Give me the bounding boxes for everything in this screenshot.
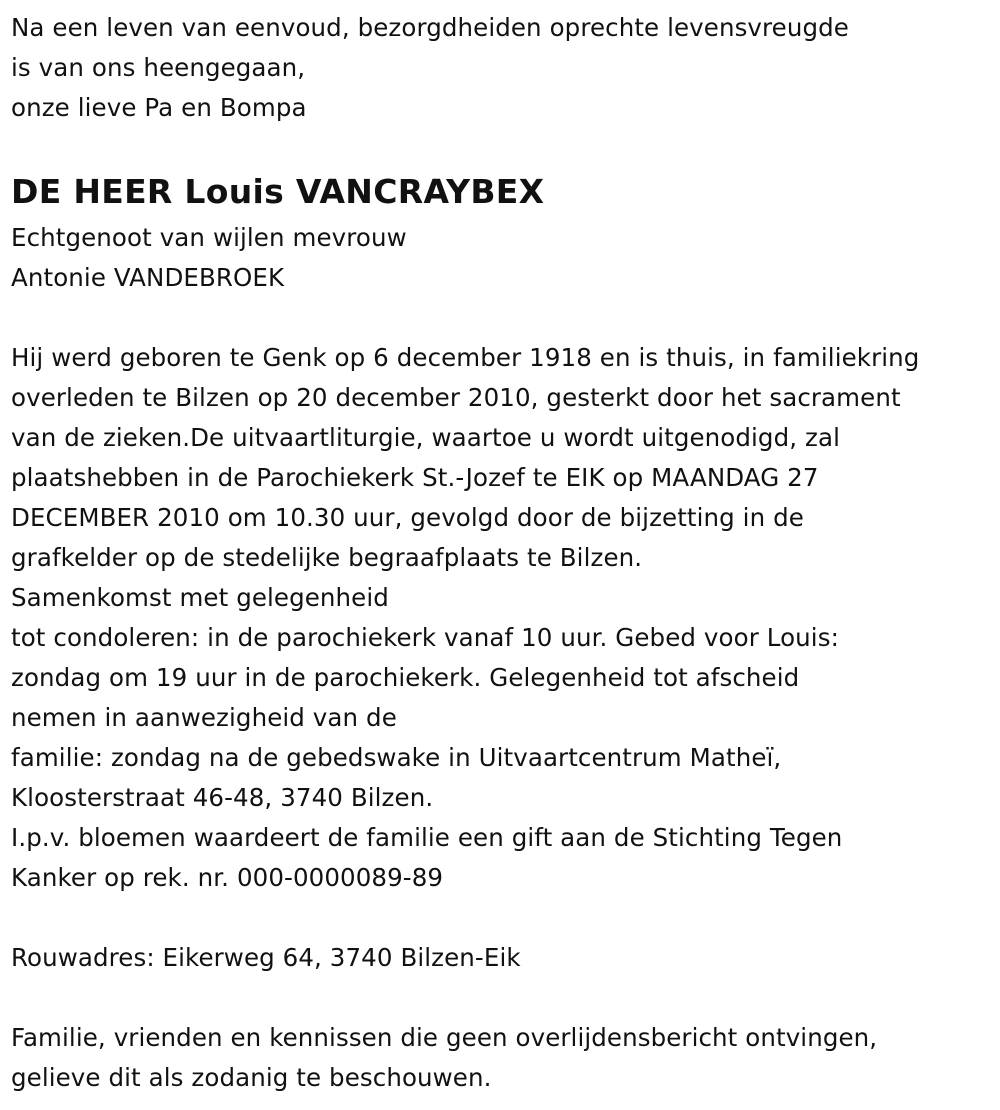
intro-line: Na een leven van eenvoud, bezorgdheiden oprechte levensvreugde xyxy=(11,13,849,42)
body-line: familie: zondag na de gebedswake in Uitvaartcentrum Matheï, xyxy=(11,743,782,772)
spouse-section xyxy=(11,218,1000,298)
intro-section xyxy=(11,8,1000,128)
spacer xyxy=(11,898,1000,938)
intro-line: onze lieve Pa en Bompa xyxy=(11,93,307,122)
mourning-address: Rouwadres: Eikerweg 64, 3740 Bilzen-Eik xyxy=(11,943,521,972)
body-line: overleden te Bilzen op 20 december 2010, gesterkt door het sacrament xyxy=(11,383,901,412)
deceased-name: DE HEER Louis VANCRAYBEX xyxy=(11,172,545,211)
body-line: Samenkomst met gelegenheid xyxy=(11,583,389,612)
closing-section xyxy=(11,1018,1000,1098)
body-section xyxy=(11,338,1000,898)
intro-line: is van ons heengegaan, xyxy=(11,53,306,82)
closing-line: Familie, vrienden en kennissen die geen overlijdensbericht ontvingen, xyxy=(11,1023,878,1052)
spacer xyxy=(11,298,1000,338)
spacer xyxy=(11,978,1000,1018)
body-line: Kanker op rek. nr. 000-0000089-89 xyxy=(11,863,444,892)
closing-line: gelieve dit als zodanig te beschouwen. xyxy=(11,1063,492,1092)
spouse-line: Antonie VANDEBROEK xyxy=(11,263,285,292)
body-line: nemen in aanwezigheid van de xyxy=(11,703,397,732)
body-line: zondag om 19 uur in de parochiekerk. Gelegenheid tot afscheid xyxy=(11,663,800,692)
body-line: plaatshebben in de Parochiekerk St.-Jozef te EIK op MAANDAG 27 xyxy=(11,463,819,492)
body-line: Kloosterstraat 46-48, 3740 Bilzen. xyxy=(11,783,434,812)
body-line: grafkelder op de stedelijke begraafplaats te Bilzen. xyxy=(11,543,643,572)
body-line: van de zieken.De uitvaartliturgie, waartoe u wordt uitgenodigd, zal xyxy=(11,423,840,452)
body-line: DECEMBER 2010 om 10.30 uur, gevolgd door de bijzetting in de xyxy=(11,503,804,532)
body-line: Hij werd geboren te Genk op 6 december 1918 en is thuis, in familiekring xyxy=(11,343,920,372)
body-line: I.p.v. bloemen waardeert de familie een gift aan de Stichting Tegen xyxy=(11,823,843,852)
body-line: tot condoleren: in de parochiekerk vanaf 10 uur. Gebed voor Louis: xyxy=(11,623,839,652)
spouse-line: Echtgenoot van wijlen mevrouw xyxy=(11,223,407,252)
